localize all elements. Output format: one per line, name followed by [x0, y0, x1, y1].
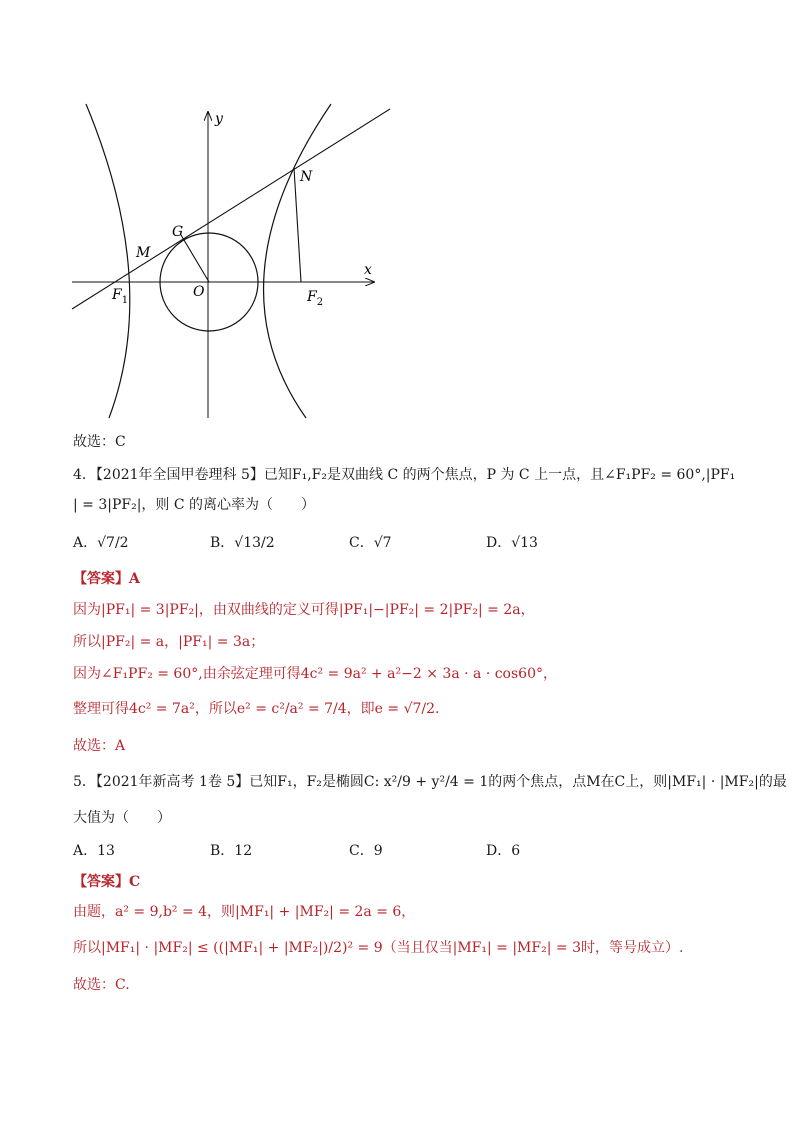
segment-og — [181, 235, 209, 282]
solution-q4-line4: 整理可得4c² = 7a²，所以e² = c²/a² = 7/4，即e = √7/2. — [73, 701, 440, 717]
solution-q4-conclusion: 故选：A — [73, 738, 126, 754]
option-b: B．√13/2 — [210, 535, 275, 551]
solution-q5-line2: 所以|MF₁| · |MF₂| ≤ ((|MF₁| + |MF₂|)/2)² = 9（当且仅当|MF₁| = |MF₂| = 3时，等号成立）. — [73, 940, 684, 956]
label-f1: $F_1$ — [112, 287, 129, 306]
label-f2: $F_2$ — [307, 289, 324, 308]
option-a: A．√7/2 — [73, 535, 129, 551]
answer-label-q4: 【答案】A — [73, 571, 140, 587]
solution-q4-line3: 因为∠F₁PF₂ = 60°,由余弦定理可得4c² = 9a² + a²−2 × 3a · a · cos60°， — [73, 666, 557, 682]
segment-nf2 — [294, 168, 301, 282]
question-5-stem: 5．【2021年新高考 1卷 5】已知F₁，F₂是椭圆C: x²/9 + y²/4 = 1的两个焦点，点M在C上，则|MF₁| · |MF₂|的最 — [73, 774, 787, 790]
option-d: D．6 — [486, 843, 521, 859]
answer-line-prev: 故选：C — [73, 434, 126, 450]
answer-label-q5: 【答案】C — [73, 874, 141, 890]
label-o: O — [193, 284, 205, 300]
question-5-stem-cont: 大值为（ ） — [73, 810, 171, 826]
option-a: A．13 — [73, 843, 115, 859]
option-c: C．√7 — [349, 535, 392, 551]
label-m: M — [136, 245, 151, 261]
option-c: C．9 — [349, 843, 383, 859]
label-y: y — [215, 111, 223, 127]
label-x: x — [364, 262, 372, 278]
solution-q5-line1: 由题，a² = 9,b² = 4，则|MF₁| + |MF₂| = 2a = 6， — [73, 904, 416, 920]
question-4-stem-cont: | = 3|PF₂|，则 C 的离心率为（ ） — [73, 497, 316, 513]
solution-q5-conclusion: 故选：C. — [73, 977, 130, 993]
solution-q4-line1: 因为|PF₁| = 3|PF₂|，由双曲线的定义可得|PF₁|−|PF₂| = 2|PF₂| = 2a， — [73, 602, 535, 618]
option-b: B．12 — [210, 843, 253, 859]
hyperbola-figure — [60, 100, 400, 425]
label-n: N — [300, 169, 313, 185]
solution-q4-line2: 所以|PF₂| = a，|PF₁| = 3a； — [73, 634, 265, 650]
option-d: D．√13 — [486, 535, 538, 551]
left-branch — [86, 104, 130, 418]
question-4-stem: 4．【2021年全国甲卷理科 5】已知F₁,F₂是双曲线 C 的两个焦点，P 为 C 上一点，且∠F₁PF₂ = 60°,|PF₁ — [73, 467, 736, 483]
right-branch — [264, 104, 331, 418]
label-g: G — [172, 224, 184, 240]
